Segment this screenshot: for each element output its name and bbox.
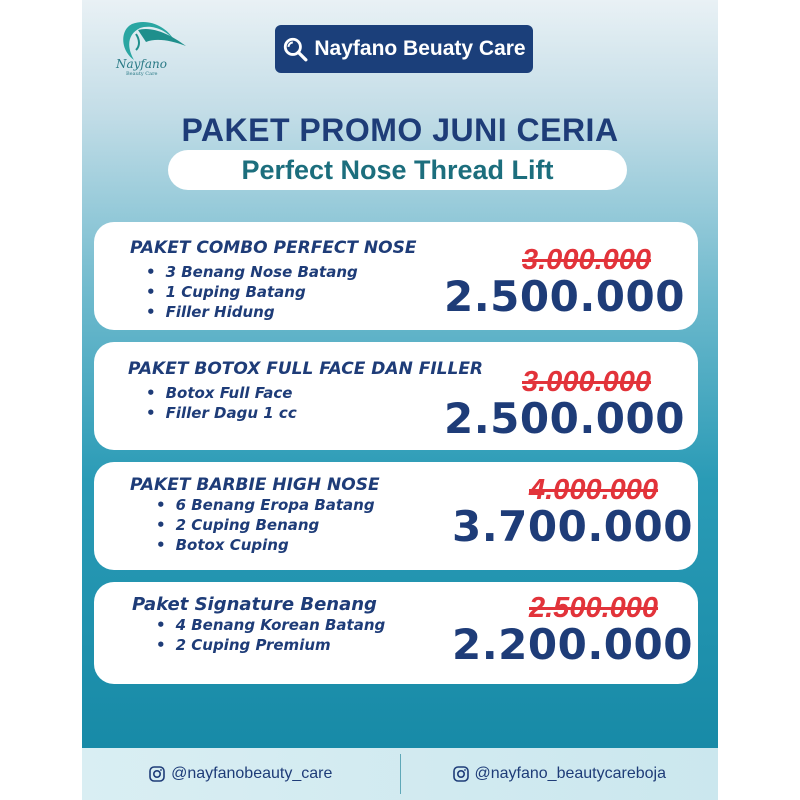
instagram-handle[interactable] [82,765,400,783]
page-subtitle: Perfect Nose Thread Lift [168,150,627,190]
list-item: • 3 Benang Nose Batang [146,262,358,282]
package-items [156,615,385,655]
package-name: Paket Signature Benang [132,594,377,615]
page-title: PAKET PROMO JUNI CERIA [181,112,619,148]
old-price: 2.500.000 [529,592,659,624]
list-item: • 2 Cuping Benang [156,515,375,535]
new-price: 2.200.000 [452,620,693,669]
new-price: 2.500.000 [444,394,685,443]
list-item: • 4 Benang Korean Batang [156,615,385,635]
package-card [94,342,698,450]
old-price: 4.000.000 [529,474,659,506]
instagram-icon [149,766,165,782]
package-card [94,462,698,570]
search-icon [282,36,308,62]
list-item: • Botox Full Face [146,383,297,403]
package-card [94,222,698,330]
list-item: • 1 Cuping Batang [146,282,358,302]
package-items [146,262,358,322]
package-items [146,383,297,423]
nayfano-logo [112,16,192,76]
svg-text:Nayfano: Nayfano [116,57,167,71]
package-card [94,582,698,684]
brand-pill [275,25,533,73]
handle-text: @nayfano_beautycareboja [474,765,666,782]
new-price: 3.700.000 [452,502,693,551]
package-name: PAKET COMBO PERFECT NOSE [130,238,417,258]
handle-text: @nayfanobeauty_care [171,765,333,782]
old-price: 3.000.000 [522,366,652,398]
instagram-icon [453,766,469,782]
brand-name: Nayfano Beuaty Care [314,37,526,60]
list-item: • 6 Benang Eropa Batang [156,495,375,515]
package-name: PAKET BARBIE HIGH NOSE [130,475,380,495]
new-price: 2.500.000 [444,272,685,321]
package-items [156,495,375,555]
list-item: • 2 Cuping Premium [156,635,385,655]
list-item: • Filler Dagu 1 cc [146,403,297,423]
svg-text:Beauty Care: Beauty Care [126,71,158,76]
instagram-handle[interactable] [401,765,719,783]
package-name: PAKET BOTOX FULL FACE DAN FILLER [128,359,484,379]
old-price: 3.000.000 [522,244,652,276]
list-item: • Filler Hidung [146,302,358,322]
list-item: • Botox Cuping [156,535,375,555]
social-footer [82,748,718,800]
promo-poster [82,0,718,800]
